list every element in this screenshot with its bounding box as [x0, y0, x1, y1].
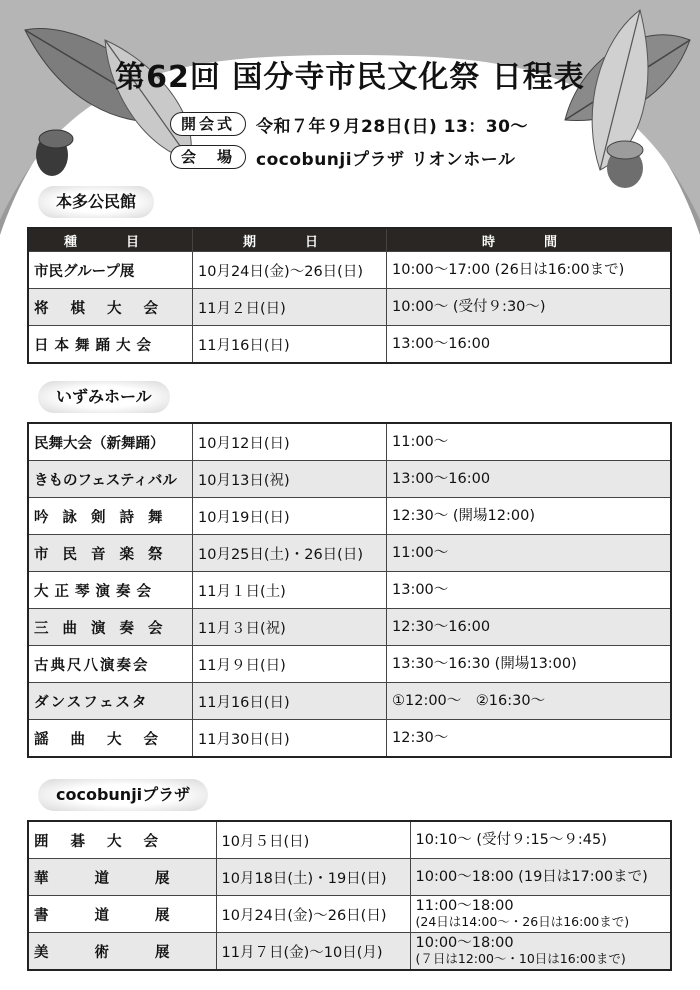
event-name: 古典尺八演奏会 — [34, 657, 150, 674]
opening-row — [170, 112, 528, 136]
event-date: 10月24日(金)〜26日(日) — [216, 896, 410, 933]
opening-text: 令和７年９月28日(日) 13：30〜 — [256, 116, 528, 137]
event-date: 10月５日(日) — [216, 821, 410, 859]
event-date: 11月１日(土) — [193, 572, 387, 609]
event-time-note: (24日は14:00〜・26日は16:00まで) — [415, 914, 630, 929]
event-time: 13:30〜16:30 (開場13:00) — [387, 646, 672, 683]
opening-label: 開会式 — [170, 112, 246, 136]
table-row — [28, 896, 671, 933]
schedule-table-izumi — [27, 422, 672, 758]
event-name: 市民音楽祭 — [34, 546, 177, 563]
table-row — [28, 252, 671, 289]
event-time: ①12:00〜 ②16:30〜 — [387, 683, 672, 720]
event-name: 囲碁大会 — [34, 833, 180, 850]
hall-row — [170, 145, 515, 169]
event-date: 11月16日(日) — [193, 683, 387, 720]
event-time: 13:00〜16:00 — [387, 461, 672, 498]
header-time: 時 間 — [387, 228, 672, 252]
event-name: 謡曲大会 — [34, 731, 180, 748]
event-time: 10:00〜18:00 (19日は17:00まで) — [410, 859, 671, 896]
header — [0, 0, 700, 190]
table-row — [28, 683, 671, 720]
event-time: 12:30〜16:00 — [387, 609, 672, 646]
hall-label: 会 場 — [170, 145, 246, 169]
schedule-table-honda — [27, 227, 672, 364]
event-date: 10月18日(土)・19日(日) — [216, 859, 410, 896]
event-name: きものフェスティバル — [28, 461, 193, 498]
event-name: 大正琴演奏会 — [34, 583, 157, 600]
event-date: 10月12日(日) — [193, 423, 387, 461]
table-row — [28, 289, 671, 326]
event-name: 書道展 — [34, 907, 216, 924]
header-date: 期 日 — [193, 228, 387, 252]
event-time: 11:00〜18:00 — [415, 898, 514, 914]
event-date: 11月30日(日) — [193, 720, 387, 758]
event-date: 10月13日(祝) — [193, 461, 387, 498]
event-name: 民舞大会（新舞踊） — [28, 423, 193, 461]
table-row — [28, 646, 671, 683]
event-time: 13:00〜16:00 — [387, 326, 672, 364]
table-row — [28, 535, 671, 572]
event-date: 10月25日(土)・26日(日) — [193, 535, 387, 572]
event-date: 11月16日(日) — [193, 326, 387, 364]
hall-text: cocobunjiプラザ リオンホール — [256, 149, 516, 170]
event-name: ダンスフェスタ — [34, 694, 149, 711]
event-time: 10:00〜18:00 — [415, 935, 514, 951]
event-time: 10:00〜17:00 (26日は16:00まで) — [387, 252, 672, 289]
table-row — [28, 498, 671, 535]
page-title: 第62回 国分寺市民文化祭 日程表 — [115, 60, 585, 95]
event-name: 将棋大会 — [34, 300, 180, 317]
table-row — [28, 933, 671, 971]
event-date: 11月２日(日) — [193, 289, 387, 326]
event-time: 10:00〜 (受付９:30〜) — [387, 289, 672, 326]
venue-heading: いずみホール — [38, 381, 170, 413]
event-time: 13:00〜 — [387, 572, 672, 609]
event-date: 10月19日(日) — [193, 498, 387, 535]
table-row — [28, 821, 671, 859]
event-time: 12:30〜 (開場12:00) — [387, 498, 672, 535]
event-name: 三曲演奏会 — [34, 620, 177, 637]
venue-heading: 本多公民館 — [38, 186, 154, 218]
table-row — [28, 609, 671, 646]
table-row — [28, 859, 671, 896]
event-name: 美術展 — [34, 944, 216, 961]
schedule-table-cocobunji — [27, 820, 672, 971]
table-row — [28, 461, 671, 498]
event-name: 華道展 — [34, 870, 216, 887]
event-name: 吟詠剣詩舞 — [34, 509, 177, 526]
event-date: 11月３日(祝) — [193, 609, 387, 646]
event-date: 10月24日(金)〜26日(日) — [193, 252, 387, 289]
event-time: 10:10〜 (受付９:15〜９:45) — [410, 821, 671, 859]
event-date: 11月７日(金)〜10日(月) — [216, 933, 410, 971]
event-name: 市民グループ展 — [34, 263, 135, 280]
event-name: 日本舞踊大会 — [34, 337, 157, 354]
venue-heading: cocobunjiプラザ — [38, 779, 208, 811]
table-header-row — [28, 228, 671, 252]
table-row — [28, 572, 671, 609]
table-row — [28, 720, 671, 758]
event-time: 11:00〜 — [387, 535, 672, 572]
event-time-note: (７日は12:00〜・10日は16:00まで) — [415, 951, 626, 966]
header-category: 種 目 — [28, 228, 193, 252]
event-time: 11:00〜 — [387, 423, 672, 461]
table-row — [28, 423, 671, 461]
event-date: 11月９日(日) — [193, 646, 387, 683]
event-time: 12:30〜 — [387, 720, 672, 758]
table-row — [28, 326, 671, 364]
